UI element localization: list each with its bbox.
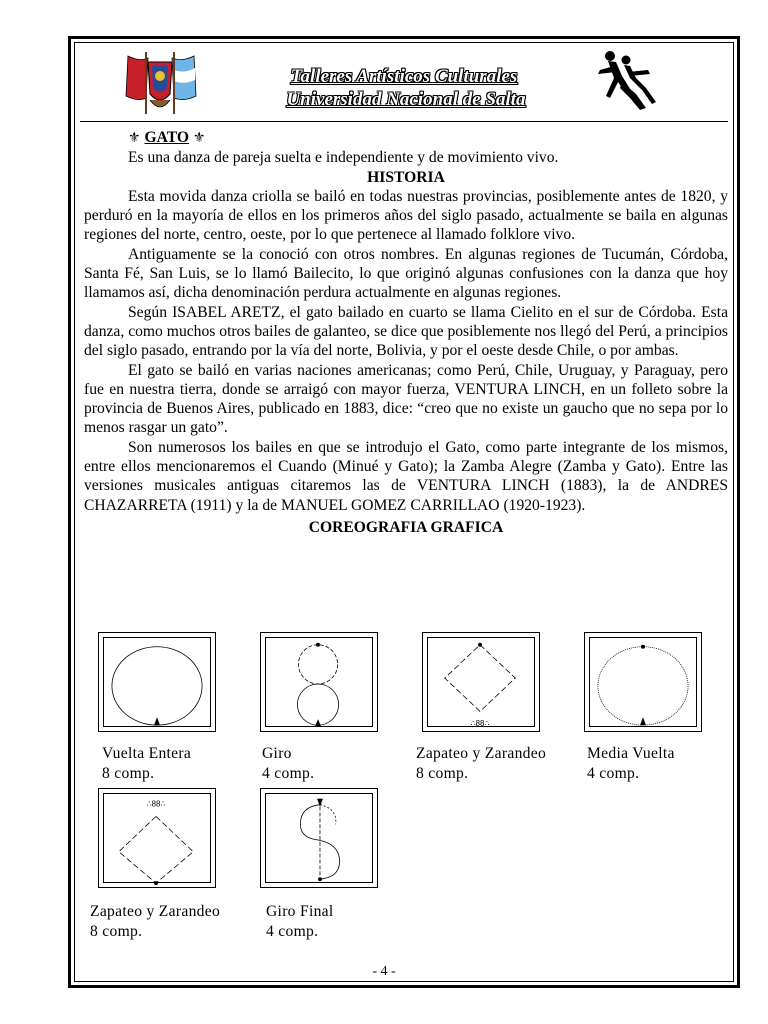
svg-text:∴88∴: ∴88∴ xyxy=(470,719,490,729)
article-title xyxy=(84,128,728,148)
paragraph: El gato se bailó en varias naciones americanas; como Perú, Chile, Uruguay, y Paraguay, pero fue en nuestra tierra, donde se arraigó con mayor fuerza, VENTURA LINCH, en un folleto sobre la provincia de Buenos Aires, publicado en 1883, dice: “creo que no existe un gaucho que no sepa por lo menos rasgar un gato”. xyxy=(84,361,728,437)
ornament-icon: ⚜ xyxy=(192,131,206,146)
figure-caption xyxy=(416,744,546,784)
paragraph: Son numerosos los bailes en que se introdujo el Gato, como parte integrante de los mismos, entre ellos mencionaremos el Cuando (Minué y Gato); la Zamba Alegre (Zamba y Gato). Entre las versiones musicales antiguas citaremos las de VENTURA LINCH (1883), la de ANDRES CHAZARRETA (1911) y la de MANUEL GOMEZ CARRILLAO (1920-1923). xyxy=(84,438,728,514)
figure-name: Media Vuelta xyxy=(587,745,675,762)
figure-giro xyxy=(260,632,378,732)
paragraph: Según ISABEL ARETZ, el gato bailado en cuarto se llama Cielito en el sur de Córdoba. Esta danza, como muchos otros bailes de galanteo, se dice que posiblemente nos llegó del Perú, a principios del siglo pasado, entrando por la vía del norte, Bolivia, y por el oeste desde Chile, o por ambas. xyxy=(84,303,728,360)
article-title-text: GATO xyxy=(144,129,189,146)
figure-giro-final xyxy=(260,788,378,888)
figure-comp: 4 comp. xyxy=(262,765,315,782)
header-title-talleres: Talleres Artísticos Culturales xyxy=(290,66,518,87)
figure-comp: 8 comp. xyxy=(416,765,469,782)
figure-comp: 4 comp. xyxy=(587,765,640,782)
figure-caption xyxy=(102,744,191,784)
figure-comp: 8 comp. xyxy=(102,765,155,782)
header-title-universidad: Universidad Nacional de Salta xyxy=(286,89,526,110)
figure-name: Vuelta Entera xyxy=(102,745,192,762)
diamond-diagram xyxy=(423,633,539,731)
s-curve-diagram xyxy=(261,789,377,887)
circle-path-diagram xyxy=(99,633,215,731)
article-body xyxy=(84,128,728,537)
figure-zapateo-zarandeo-2 xyxy=(98,788,216,888)
header-divider xyxy=(80,121,728,122)
figure-eight-diagram xyxy=(261,633,377,731)
figure-caption xyxy=(587,744,675,784)
figure-media-vuelta xyxy=(584,632,702,732)
figure-name: Zapateo y Zarandeo xyxy=(90,903,221,920)
figure-comp: 8 comp. xyxy=(90,923,143,940)
historia-heading: HISTORIA xyxy=(367,168,445,186)
figure-zapateo-zarandeo-1 xyxy=(422,632,540,732)
figure-name: Giro Final xyxy=(266,903,334,920)
paragraph: Antiguamente se la conoció con otros nombres. En algunas regiones de Tucumán, Córdoba, Santa Fé, San Luis, se lo llamó Bailecito, lo que originó algunas confusiones con la danza que hoy llamamos así, dicha denominación perdura actualmente en algunas regiones. xyxy=(84,245,728,302)
diamond-diagram xyxy=(99,789,215,887)
figure-caption xyxy=(90,902,220,942)
figure-caption xyxy=(266,902,334,942)
figure-comp: 4 comp. xyxy=(266,923,319,940)
coreografia-heading: COREOGRAFIA GRAFICA xyxy=(308,518,504,536)
figure-caption xyxy=(262,744,314,784)
figure-vuelta-entera xyxy=(98,632,216,732)
intro-paragraph: Es una danza de pareja suelta e independiente y de movimiento vivo. xyxy=(128,149,559,167)
figure-name: Zapateo y Zarandeo xyxy=(416,745,547,762)
page-number: - 4 - xyxy=(372,964,396,979)
circle-path-diagram xyxy=(585,633,701,731)
figure-name: Giro xyxy=(262,745,292,762)
paragraph: Esta movida danza criolla se bailó en todas nuestras provincias, posiblemente antes de 1820, y perduró en la mayoría de ellos en los primeros años del siglo pasado, actualmente se baila en algunas regiones del norte, centro, oeste, por lo que pertenece al llamado folklore vivo. xyxy=(84,187,728,244)
ornament-icon: ⚜ xyxy=(128,131,141,146)
svg-text:∴88∴: ∴88∴ xyxy=(146,799,166,809)
